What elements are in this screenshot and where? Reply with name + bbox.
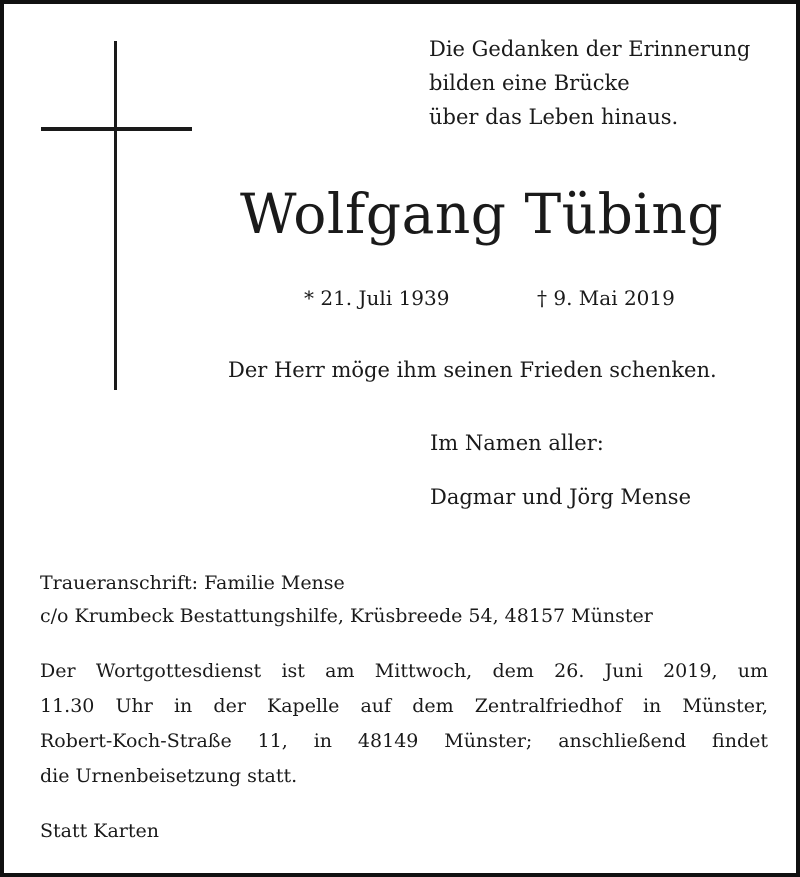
- motto-line-3: über das Leben hinaus.: [429, 105, 679, 129]
- motto-line-2: bilden eine Brücke: [429, 71, 630, 95]
- footer-note: Statt Karten: [40, 820, 160, 842]
- mourners-intro: Im Namen aller:: [430, 431, 604, 455]
- deceased-name: Wolfgang Tübing: [240, 182, 724, 246]
- death-date: † 9. Mai 2019: [537, 286, 675, 310]
- mourners-names: Dagmar und Jörg Mense: [430, 485, 691, 509]
- address-line-1: Traueranschrift: Familie Mense: [40, 572, 345, 594]
- service-line-3: Robert-Koch-Straße 11, in 48149 Münster; anschließend findet: [40, 730, 768, 752]
- motto-verse: [429, 32, 789, 134]
- mourning-address: [40, 567, 653, 633]
- motto-line-1: Die Gedanken der Erinnerung: [429, 37, 751, 61]
- service-line-1: Der Wortgottesdienst ist am Mittwoch, dem 26. Juni 2019, um: [40, 660, 768, 682]
- cross-horizontal-bar: [41, 127, 192, 131]
- address-line-2: c/o Krumbeck Bestattungshilfe, Krüsbreede 54, 48157 Münster: [40, 605, 653, 627]
- service-line-2: 11.30 Uhr in der Kapelle auf dem Zentralfriedhof in Münster,: [40, 695, 768, 717]
- service-announcement: [40, 654, 768, 794]
- cross-vertical-bar: [114, 41, 117, 390]
- blessing-text: Der Herr möge ihm seinen Frieden schenken.: [228, 358, 717, 382]
- service-line-4: die Urnenbeisetzung statt.: [40, 765, 298, 787]
- birth-date: * 21. Juli 1939: [304, 286, 450, 310]
